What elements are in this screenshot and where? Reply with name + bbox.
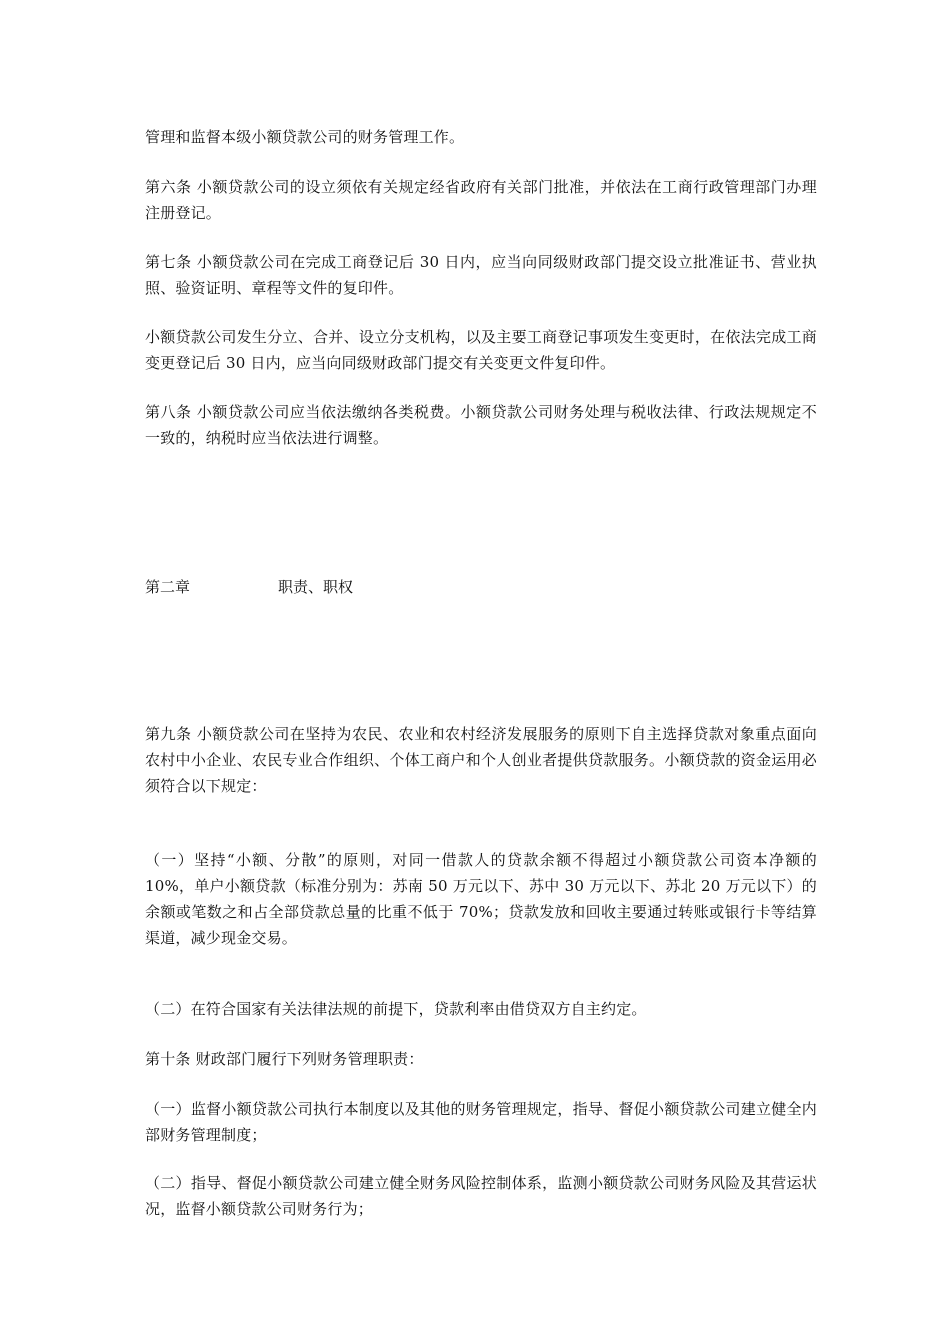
paragraph-article-9: 第九条 小额贷款公司在坚持为农民、农业和农村经济发展服务的原则下自主选择贷款对象重点面向农村中小企业、农民专业合作组织、个体工商户和个人创业者提供贷款服务。小额贷款的资金运用必须符合以下规定： [145,725,817,795]
paragraph-article-7-changes: 小额贷款公司发生分立、合并、设立分支机构，以及主要工商登记事项发生变更时，在依法完成工商变更登记后 30 日内，应当向同级财政部门提交有关变更文件复印件。 [145,328,817,372]
chapter-heading [145,574,353,600]
paragraph-article-10-item-1: （一）监督小额贷款公司执行本制度以及其他的财务管理规定，指导、督促小额贷款公司建立健全内部财务管理制度； [145,1100,817,1144]
chapter-number: 第二章 [145,578,191,596]
paragraph-article-9-item-2: （二）在符合国家有关法律法规的前提下，贷款利率由借贷双方自主约定。 [145,1000,647,1018]
paragraph-article-10: 第十条 财政部门履行下列财务管理职责： [145,1050,424,1068]
paragraph-article-7: 第七条 小额贷款公司在完成工商登记后 30 日内，应当向同级财政部门提交设立批准证书、营业执照、验资证明、章程等文件的复印件。 [145,253,817,297]
chapter-title: 职责、职权 [278,578,354,596]
paragraph-article-9-item-1: （一）坚持“小额、分散”的原则，对同一借款人的贷款余额不得超过小额贷款公司资本净额的 10%，单户小额贷款（标准分别为：苏南 50 万元以下、苏中 30 万元以下、苏北 20 万元以下）的余额或笔数之和占全部贷款总量的比重不低于 70%；贷款发放和回收主要通过转账或银行卡等结算渠道，减少现金交易。 [145,851,817,947]
paragraph-article-10-item-2: （二）指导、督促小额贷款公司建立健全财务风险控制体系，监测小额贷款公司财务风险及其营运状况，监督小额贷款公司财务行为； [145,1174,817,1218]
paragraph-article-8: 第八条 小额贷款公司应当依法缴纳各类税费。小额贷款公司财务处理与税收法律、行政法规规定不一致的，纳税时应当依法进行调整。 [145,403,817,447]
paragraph-article-6: 第六条 小额贷款公司的设立须依有关规定经省政府有关部门批准，并依法在工商行政管理部门办理注册登记。 [145,178,817,222]
paragraph-intro: 管理和监督本级小额贷款公司的财务管理工作。 [145,128,465,146]
